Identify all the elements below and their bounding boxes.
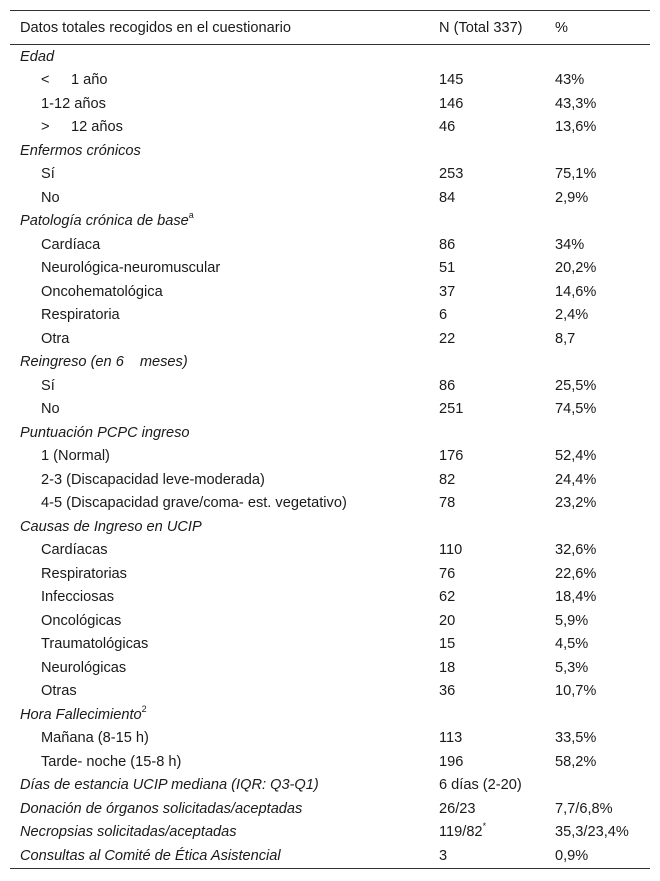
row-pct: 23,2% <box>555 495 597 512</box>
section-row <box>10 351 650 375</box>
section-row <box>10 421 650 445</box>
table-row <box>10 445 650 469</box>
row-n: 113 <box>439 730 463 747</box>
row-n: 110 <box>439 542 463 559</box>
row-n: 176 <box>439 448 464 465</box>
row-pct: 74,5% <box>555 401 597 418</box>
row-pct: 18,4% <box>555 589 597 606</box>
row-pct: 25,5% <box>555 377 597 394</box>
row-pct: 20,2% <box>555 260 597 277</box>
section-row <box>10 139 650 163</box>
row-label: Traumatológicas <box>41 636 149 653</box>
row-n: 20 <box>439 612 456 629</box>
row-n: 145 <box>439 72 464 89</box>
table-row <box>10 844 650 868</box>
row-n: 82 <box>439 471 456 488</box>
table-row <box>10 797 650 821</box>
row-pct: 2,9% <box>555 189 589 206</box>
row-n: 251 <box>439 401 464 418</box>
row-label: Necropsias solicitadas/aceptadas <box>20 824 237 841</box>
row-pct: 52,4% <box>555 448 597 465</box>
row-label: 1 (Normal) <box>41 448 110 465</box>
section-title: Puntuación PCPC ingreso <box>20 424 190 441</box>
table-row <box>10 116 650 140</box>
table-row <box>10 186 650 210</box>
row-pct: 5,3% <box>555 659 589 676</box>
row-label: Días de estancia UCIP mediana (IQR: Q3-Q1) <box>20 777 319 794</box>
row-n: 22 <box>439 330 456 347</box>
row-pct <box>545 774 650 798</box>
table-row <box>10 257 650 281</box>
row-label: Sí <box>41 166 55 183</box>
table-row <box>10 468 650 492</box>
table-row <box>10 750 650 774</box>
row-n: 196 <box>439 753 464 770</box>
row-label: 2-3 (Discapacidad leve-moderada) <box>41 471 265 488</box>
row-label: > 12 años <box>41 119 123 136</box>
row-label: Neurológica-neuromuscular <box>41 260 221 277</box>
table-row <box>10 656 650 680</box>
table-row <box>10 69 650 93</box>
row-label: No <box>41 189 60 206</box>
table-row <box>10 774 650 798</box>
row-label: No <box>41 401 60 418</box>
row-n: 76 <box>439 565 456 582</box>
footnote-marker: * <box>482 821 487 832</box>
row-pct: 14,6% <box>555 283 597 300</box>
section-title: Hora Fallecimiento$^2$ <box>20 703 147 723</box>
row-n: 36 <box>439 683 456 700</box>
row-label: Tarde- noche (15-8 h) <box>41 753 182 770</box>
header-col-pct: % <box>555 19 568 36</box>
row-n: 62 <box>439 589 456 606</box>
table-row <box>10 374 650 398</box>
footnote-marker: 2 <box>141 703 147 714</box>
row-pct: 4,5% <box>555 636 589 653</box>
section-title: Patología crónica de base$^a$ <box>20 210 194 230</box>
row-n: 84 <box>439 189 456 206</box>
section-row <box>10 703 650 727</box>
row-n: 6 días (2-20) <box>439 777 522 794</box>
table-row <box>10 727 650 751</box>
row-pct: 24,4% <box>555 471 597 488</box>
table-row <box>10 233 650 257</box>
table-row <box>10 492 650 516</box>
row-n: 6 <box>439 307 448 324</box>
row-label: Mañana (8-15 h) <box>41 730 149 747</box>
row-pct: 75,1% <box>555 166 597 183</box>
row-label: Donación de órganos solicitadas/aceptadas <box>20 800 303 817</box>
table-row <box>10 280 650 304</box>
section-title: Causas de Ingreso en UCIP <box>20 518 202 535</box>
table-row <box>10 586 650 610</box>
table-row <box>10 304 650 328</box>
row-label: Oncohematológica <box>41 283 163 300</box>
section-title: Enfermos crónicos <box>20 142 141 159</box>
header-row <box>10 11 650 45</box>
row-pct: 43% <box>555 72 585 89</box>
table-row <box>10 821 650 845</box>
row-pct: 33,5% <box>555 730 597 747</box>
row-pct: 43,3% <box>555 95 597 112</box>
section-title: Reingreso (en 6 meses) <box>20 354 188 371</box>
row-label: < 1 año <box>41 72 108 89</box>
row-pct: 2,4% <box>555 307 589 324</box>
table-row <box>10 633 650 657</box>
row-n: 3 <box>439 847 448 864</box>
row-label: Consultas al Comité de Ética Asistencial <box>20 847 281 864</box>
row-label: Otra <box>41 330 70 347</box>
row-pct: 58,2% <box>555 753 597 770</box>
table-row <box>10 92 650 116</box>
row-label: Sí <box>41 377 55 394</box>
table-row <box>10 609 650 633</box>
table-row <box>10 562 650 586</box>
row-label: Otras <box>41 683 77 700</box>
table-row <box>10 327 650 351</box>
row-n: 18 <box>439 659 456 676</box>
row-n: 253 <box>439 166 464 183</box>
header-col-label: Datos totales recogidos en el cuestionario <box>20 19 291 36</box>
row-label: Cardíacas <box>41 542 108 559</box>
row-pct: 5,9% <box>555 612 589 629</box>
row-pct: 7,7/6,8% <box>555 800 613 817</box>
row-n: 86 <box>439 377 456 394</box>
row-pct: 10,7% <box>555 683 597 700</box>
table-row <box>10 398 650 422</box>
row-n: 146 <box>439 95 464 112</box>
section-title: Edad <box>20 48 55 65</box>
row-label: Infecciosas <box>41 589 115 606</box>
data-table <box>10 10 650 869</box>
row-label: Oncológicas <box>41 612 122 629</box>
row-label: Respiratorias <box>41 565 127 582</box>
footnote-marker: a <box>188 210 194 221</box>
header-col-n: N (Total 337) <box>439 19 523 36</box>
row-n: 15 <box>439 636 456 653</box>
row-n: 37 <box>439 283 456 300</box>
row-label: 1-12 años <box>41 95 106 112</box>
table-row <box>10 680 650 704</box>
row-label: Respiratoria <box>41 307 120 324</box>
table-row <box>10 163 650 187</box>
row-n: 46 <box>439 119 456 136</box>
row-pct: 0,9% <box>555 847 589 864</box>
section-row <box>10 45 650 69</box>
row-pct: 13,6% <box>555 119 597 136</box>
row-pct: 8,7 <box>555 330 576 347</box>
row-label: Neurológicas <box>41 659 127 676</box>
row-pct: 22,6% <box>555 565 597 582</box>
row-n: 119/82* <box>439 821 487 841</box>
row-n: 51 <box>439 260 456 277</box>
row-n: 86 <box>439 236 456 253</box>
row-n: 26/23 <box>439 800 476 817</box>
row-label: Cardíaca <box>41 236 101 253</box>
row-pct: 32,6% <box>555 542 597 559</box>
row-pct: 35,3/23,4% <box>555 824 629 841</box>
table-row <box>10 539 650 563</box>
row-n: 78 <box>439 495 456 512</box>
section-row <box>10 515 650 539</box>
row-pct: 34% <box>555 236 585 253</box>
row-label: 4-5 (Discapacidad grave/coma- est. vegetativo) <box>41 495 347 512</box>
section-row <box>10 210 650 234</box>
